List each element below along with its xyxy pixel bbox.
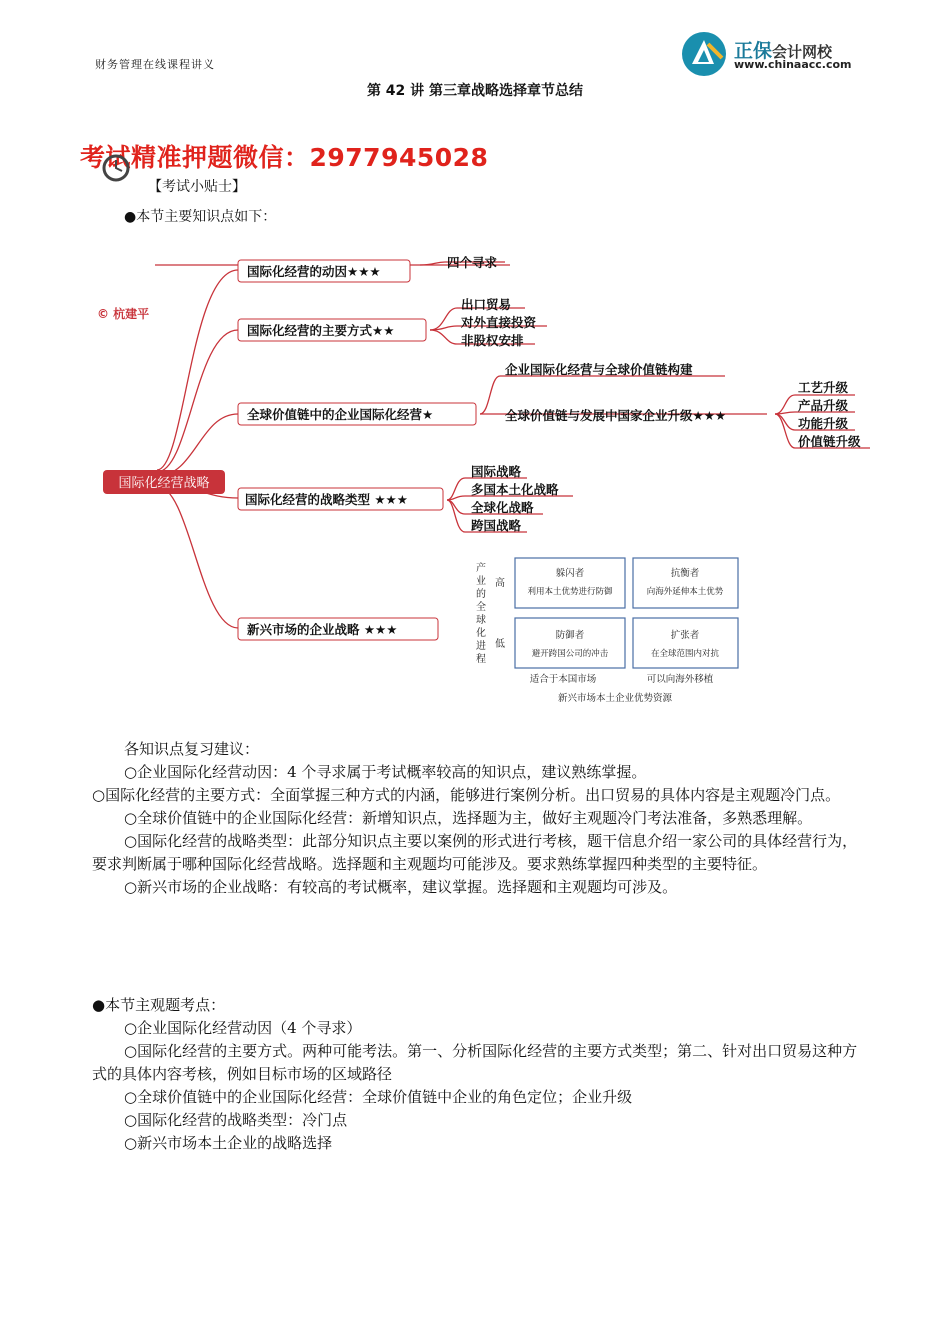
gvc-sub1: 企业国际化经营与全球价值链构建 — [505, 362, 693, 377]
strategy-type-item: 跨国战略 — [471, 518, 522, 533]
upgrade-item: 工艺升级 — [798, 380, 849, 395]
matrix-high-label: 高 — [495, 578, 505, 589]
subjective-item: ○国际化经营的战略类型：冷门点 — [124, 1111, 348, 1129]
matrix-y-title-char: 产 — [476, 563, 486, 574]
branch-motives: 国际化经营的动因★★★ — [247, 264, 381, 279]
branch-emerging-markets: 新兴市场的企业战略 ★★★ — [247, 622, 398, 637]
root-label: 国际化经营战略 — [118, 476, 210, 491]
strategy-type-item: 国际战略 — [471, 464, 522, 479]
advice-item: ○国际化经营的主要方式：全面掌握三种方式的内涵，能够进行案例分析。出口贸易的具体内容是主观题冷门点。 — [92, 786, 841, 804]
strategy-type-item: 多国本土化战略 — [471, 482, 559, 497]
advice-item: ○国际化经营的战略类型：此部分知识点主要以案例的形式进行考核，题干信息介绍一家公司的具体经营行为，要求判断属于哪种国际化经营战略。选择题和主观题均可能涉及。要求熟练掌握四种类型的主要特征。 — [92, 832, 858, 873]
subjective-item: ○全球价值链中的企业国际化经营：全球价值链中企业的角色定位；企业升级 — [124, 1088, 633, 1106]
subjective-item: ○企业国际化经营动因（4 个寻求） — [124, 1019, 362, 1037]
subjective-item: ○国际化经营的主要方式。两种可能考法。第一、分析国际化经营的主要方式类型；第二、针对出口贸易这种方式的具体内容考核，例如目标市场的区域路径 — [92, 1042, 858, 1083]
advice-item: ○全球价值链中的企业国际化经营：新增知识点，选择题为主，做好主观题冷门考法准备，多熟悉理解。 — [124, 809, 813, 827]
upgrade-item: 价值链升级 — [798, 434, 861, 449]
matrix-cell-desc: 在全球范围内对抗 — [650, 649, 720, 659]
intro-line: ●本节主要知识点如下： — [124, 209, 277, 225]
logo-brand: 正保会计网校 — [734, 40, 833, 62]
advice-item: ○企业国际化经营动因：4 个寻求属于考试概率较高的知识点，建议熟练掌握。 — [124, 763, 647, 781]
matrix-cell-name: 躲闪者 — [555, 568, 585, 579]
mode-item: 对外直接投资 — [461, 315, 537, 330]
matrix-y-title-char: 业 — [476, 576, 486, 587]
matrix-y-title-char: 化 — [476, 628, 486, 639]
matrix-x-left-label: 适合于本国市场 — [529, 674, 597, 685]
advice-item: ○新兴市场的企业战略：有较高的考试概率，建议掌握。选择题和主观题均可涉及。 — [124, 878, 678, 896]
advice-title: 各知识点复习建议： — [124, 740, 260, 758]
matrix-cell-desc: 利用本土优势进行防御 — [527, 587, 613, 597]
watermark-text: 考试精准押题微信：2977945028 — [80, 143, 489, 172]
strategy-type-item: 全球化战略 — [471, 500, 534, 515]
motive-item: 四个寻求 — [447, 255, 498, 270]
subjective-title: ●本节主观题考点： — [92, 996, 226, 1014]
matrix-y-title-char: 程 — [476, 654, 486, 665]
matrix-cell-desc: 避开跨国公司的冲击 — [531, 649, 609, 659]
branch-strategy-types: 国际化经营的战略类型 ★★★ — [245, 492, 408, 507]
matrix-y-title-char: 进 — [476, 641, 486, 652]
mode-item: 非股权安排 — [461, 333, 524, 348]
header-small-text: 财务管理在线课程讲义 — [95, 58, 215, 71]
subjective-section — [92, 994, 862, 1155]
subjective-item: ○新兴市场本土企业的战略选择 — [124, 1134, 333, 1152]
upgrade-item: 功能升级 — [798, 416, 849, 431]
matrix-y-title-char: 全 — [476, 602, 486, 613]
author-credit: © 杭建平 — [97, 307, 150, 321]
matrix-cell-desc: 向海外延伸本土优势 — [646, 587, 724, 597]
lecture-title: 第 42 讲 第三章战略选择章节总结 — [366, 83, 584, 99]
upgrade-item: 产品升级 — [798, 398, 849, 413]
matrix-y-title-char: 的 — [476, 589, 486, 600]
matrix-y-title-char: 球 — [476, 615, 486, 626]
mindmap — [95, 240, 885, 710]
mode-item: 出口贸易 — [461, 297, 512, 312]
chinaacc-logo-icon — [678, 28, 730, 80]
branch-gvc: 全球价值链中的企业国际化经营★ — [247, 407, 434, 422]
matrix-cell-name: 抗衡者 — [670, 568, 700, 579]
branch-modes: 国际化经营的主要方式★★ — [247, 323, 395, 338]
matrix-low-label: 低 — [495, 639, 505, 650]
advice-section — [92, 738, 862, 899]
tips-label: 【考试小贴士】 — [148, 179, 246, 195]
logo-url: www.chinaacc.com — [734, 58, 852, 71]
clock-stamp-icon — [98, 150, 134, 186]
matrix-x-title: 新兴市场本土企业优势资源 — [557, 693, 673, 704]
matrix-cell-name: 扩张者 — [670, 630, 700, 641]
matrix-x-right-label: 可以向海外移植 — [646, 674, 714, 685]
matrix-cell-name: 防御者 — [555, 630, 585, 641]
gvc-sub2: 全球价值链与发展中国家企业升级★★★ — [505, 408, 727, 423]
